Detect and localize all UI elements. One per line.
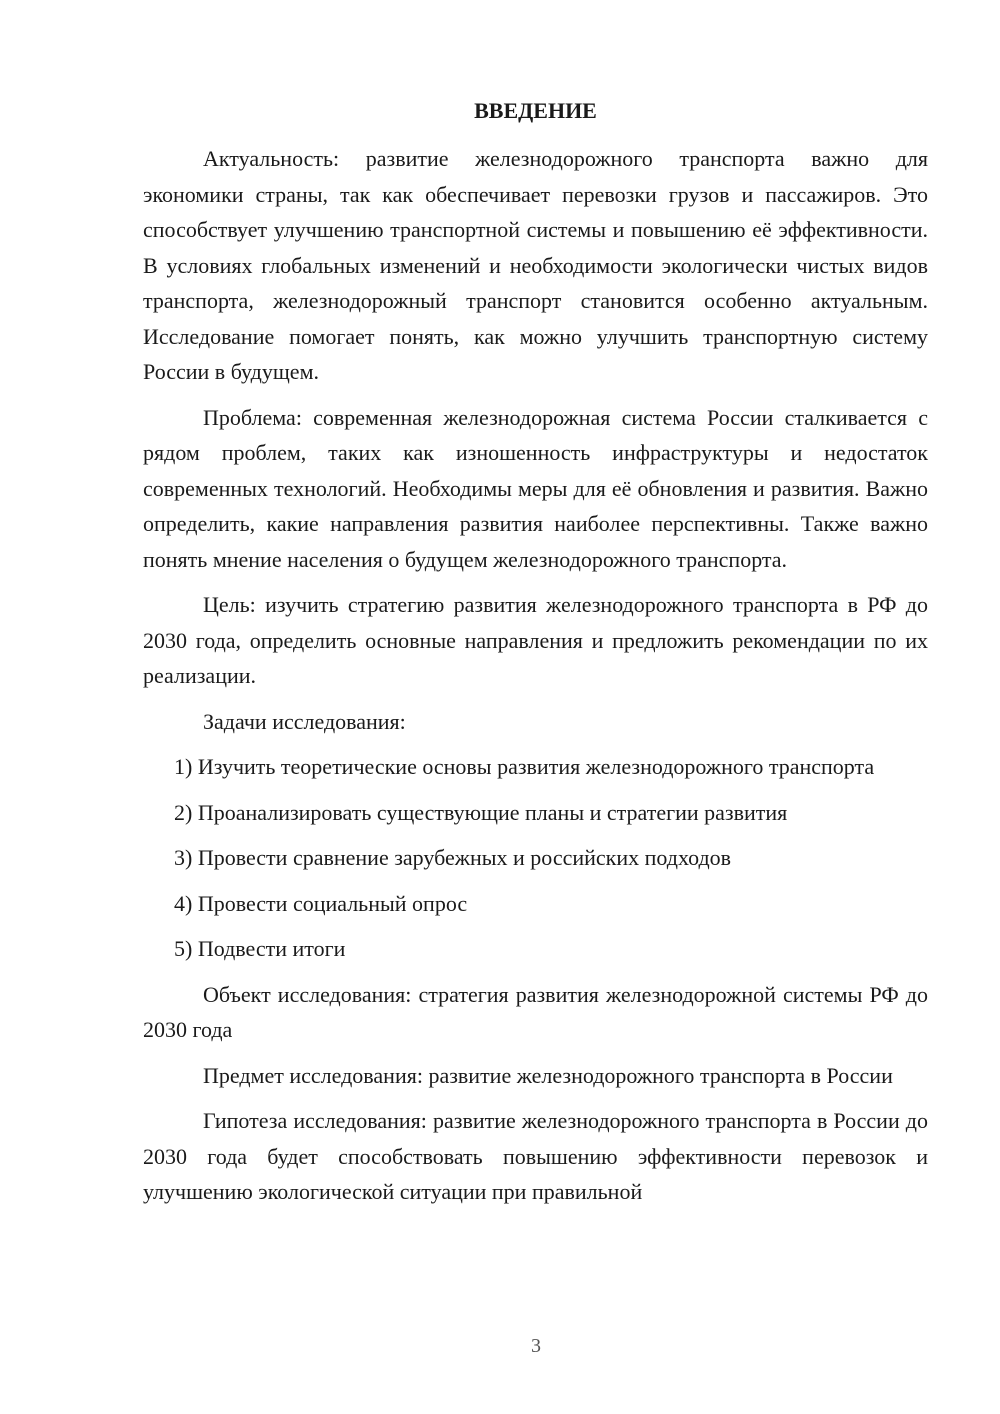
paragraph-tasks-title: Задачи исследования: — [203, 708, 406, 734]
list-item: 3) Провести сравнение зарубежных и российских подходов — [174, 845, 732, 870]
paragraph-problem: Проблема: современная железнодорожная система России сталкивается с рядом проблем, таких как изношенность инфраструктуры и недостаток современных технологий. Необходимы меры для её обновления и развития. Важно определить, какие направления развития наиболее перспективны. Также важно понять мнение населения о будущем железнодорожного транспорта. — [143, 404, 928, 572]
paragraph-object: Объект исследования: стратегия развития железнодорожной системы РФ до 2030 года — [143, 981, 928, 1042]
paragraph-subject: Предмет исследования: развитие железнодорожного транспорта в России — [203, 1062, 893, 1088]
list-item: 2) Проанализировать существующие планы и стратегии развития — [174, 799, 788, 825]
list-item: 1) Изучить теоретические основы развития железнодорожного транспорта — [174, 754, 875, 779]
page-title: ВВЕДЕНИЕ — [474, 98, 597, 123]
list-item: 5) Подвести итоги — [174, 936, 346, 961]
list-item: 4) Провести социальный опрос — [174, 890, 468, 916]
paragraph-relevance: Актуальность: развитие железнодорожного транспорта важно для экономики страны, так как обеспечивает перевозки грузов и пассажиров. Это способствует улучшению транспортной системы и повышению её эффективности. В условиях глобальных изменений и необходимости экологически чистых видов транспорта, железнодорожный транспорт становится особенно актуальным. Исследование помогает понять, как можно улучшить транспортную систему России в будущем. — [143, 146, 928, 384]
document-body — [143, 141, 928, 1210]
paragraph-hypothesis: Гипотеза исследования: развитие железнодорожного транспорта в России до 2030 года будет способствовать повышению эффективности перевозок и улучшению экологической ситуации при правильной — [143, 1108, 928, 1204]
paragraph-goal: Цель: изучить стратегию развития железнодорожного транспорта в РФ до 2030 года, определить основные направления и предложить рекомендации по их реализации. — [143, 592, 928, 688]
page-number: 3 — [531, 1335, 541, 1357]
